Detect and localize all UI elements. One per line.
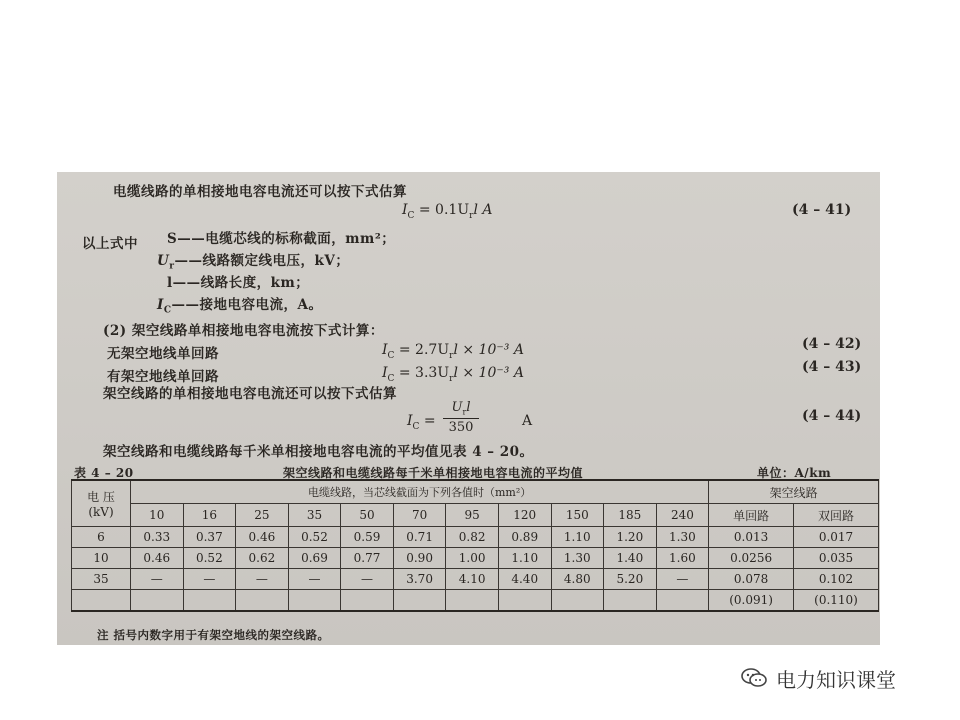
equation-number: (4 – 41)	[792, 202, 852, 218]
cable-value-cell: 0.89	[498, 527, 551, 548]
table-row	[72, 527, 879, 548]
definition-ic: $I_C——$接地电容电流，A。	[157, 297, 323, 316]
cable-value-cell	[131, 590, 184, 612]
cable-value-cell: —	[236, 569, 289, 590]
section-70: 70	[393, 504, 446, 527]
cable-value-cell: 4.80	[551, 569, 604, 590]
table-unit: 单位：A/km	[757, 466, 832, 480]
cable-value-cell: 1.00	[446, 548, 499, 569]
equation-number: (4 – 42)	[802, 336, 862, 352]
cable-value-cell: —	[183, 569, 236, 590]
section-120: 120	[498, 504, 551, 527]
case-with-ground-wire: 有架空地线单回路	[107, 369, 219, 385]
voltage-cell: 10	[72, 548, 131, 569]
section-16: 16	[183, 504, 236, 527]
cable-value-cell: 0.71	[393, 527, 446, 548]
single-circuit-cell: (0.091)	[709, 590, 794, 612]
section-10: 10	[131, 504, 184, 527]
table-row	[72, 548, 879, 569]
cable-value-cell: —	[288, 569, 341, 590]
section-240: 240	[656, 504, 709, 527]
double-circuit-header: 双回路	[794, 504, 879, 527]
voltage-cell: 35	[72, 569, 131, 590]
overhead-estimate-line: 架空线路的单相接地电容电流还可以按下式估算	[103, 386, 397, 402]
single-circuit-header: 单回路	[709, 504, 794, 527]
cable-value-cell	[656, 590, 709, 612]
table-label: 表 4 – 20	[74, 466, 134, 480]
cable-value-cell	[288, 590, 341, 612]
cable-value-cell	[498, 590, 551, 612]
table-row	[72, 569, 879, 590]
overhead-header: 架空线路	[709, 480, 879, 504]
equation-number: (4 – 43)	[802, 359, 862, 375]
single-circuit-cell: 0.078	[709, 569, 794, 590]
double-circuit-cell: (0.110)	[794, 590, 879, 612]
cable-value-cell: 1.30	[656, 527, 709, 548]
cable-value-cell	[183, 590, 236, 612]
section-25: 25	[236, 504, 289, 527]
cable-value-cell	[604, 590, 657, 612]
cable-value-cell: 0.59	[341, 527, 394, 548]
cable-value-cell: 0.90	[393, 548, 446, 569]
equation-4-44-unit: A	[522, 413, 533, 429]
cable-value-cell: —	[656, 569, 709, 590]
cable-value-cell: 4.40	[498, 569, 551, 590]
table-reference-line: 架空线路和电缆线路每千米单相接地电容电流的平均值见表 4 – 20。	[103, 444, 534, 460]
section-50: 50	[341, 504, 394, 527]
wechat-icon	[740, 667, 768, 689]
cable-value-cell: 0.52	[183, 548, 236, 569]
intro-line: 电缆线路的单相接地电容电流还可以按下式估算	[113, 184, 407, 200]
capacitance-current-table	[71, 479, 879, 612]
cable-value-cell: 0.52	[288, 527, 341, 548]
where-label: 以上式中	[82, 236, 138, 252]
definition-s: S——电缆芯线的标称截面，mm²；	[167, 231, 396, 247]
cable-header: 电缆线路，当芯线截面为下列各值时（mm²）	[131, 480, 709, 504]
section-2-heading: (2) 架空线路单相接地电容电流按下式计算：	[103, 323, 384, 339]
table-title: 架空线路和电缆线路每千米单相接地电容电流的平均值	[283, 466, 584, 480]
equation-number: (4 – 44)	[802, 408, 862, 424]
cable-value-cell: 0.46	[236, 527, 289, 548]
cable-value-cell: 0.62	[236, 548, 289, 569]
section-185: 185	[604, 504, 657, 527]
cable-value-cell: 0.33	[131, 527, 184, 548]
cable-value-cell	[341, 590, 394, 612]
section-150: 150	[551, 504, 604, 527]
cable-value-cell	[236, 590, 289, 612]
cable-value-cell	[446, 590, 499, 612]
cable-value-cell: 0.69	[288, 548, 341, 569]
cable-value-cell	[551, 590, 604, 612]
cable-value-cell: 0.46	[131, 548, 184, 569]
cable-value-cell: 1.30	[551, 548, 604, 569]
single-circuit-cell: 0.0256	[709, 548, 794, 569]
double-circuit-cell: 0.102	[794, 569, 879, 590]
scanned-page	[57, 172, 880, 645]
watermark-text: 电力知识课堂	[776, 667, 896, 692]
equation-4-43: $I_C = 3.3U_rl \times 10^{-3}$ A	[382, 365, 524, 384]
equation-4-44-lhs: $I_C$ =	[407, 413, 436, 432]
definition-l: l——线路长度，km；	[167, 275, 310, 291]
watermark	[740, 664, 896, 692]
equation-4-41: $I_C = 0.1U_rl$ A	[402, 202, 493, 221]
voltage-header: 电 压 (kV)	[72, 480, 131, 527]
double-circuit-cell: 0.035	[794, 548, 879, 569]
voltage-cell	[72, 590, 131, 612]
section-95: 95	[446, 504, 499, 527]
case-no-ground-wire: 无架空地线单回路	[107, 346, 219, 362]
equation-4-42: $I_C = 2.7U_rl \times 10^{-3}$ A	[382, 342, 524, 361]
table-row	[72, 590, 879, 612]
cable-value-cell: 0.37	[183, 527, 236, 548]
cable-value-cell: —	[131, 569, 184, 590]
double-circuit-cell: 0.017	[794, 527, 879, 548]
voltage-cell: 6	[72, 527, 131, 548]
single-circuit-cell: 0.013	[709, 527, 794, 548]
section-35: 35	[288, 504, 341, 527]
definition-u: $U_r——$线路额定线电压，kV；	[157, 253, 350, 272]
cable-value-cell: 1.60	[656, 548, 709, 569]
cable-value-cell: 0.77	[341, 548, 394, 569]
cable-value-cell: 0.82	[446, 527, 499, 548]
cable-value-cell: 1.40	[604, 548, 657, 569]
cable-value-cell: 4.10	[446, 569, 499, 590]
cable-value-cell	[393, 590, 446, 612]
cable-value-cell: 5.20	[604, 569, 657, 590]
equation-4-44-fraction: $U_rl$ 350	[443, 400, 479, 435]
cable-value-cell: 3.70	[393, 569, 446, 590]
cable-value-cell: —	[341, 569, 394, 590]
cable-value-cell: 1.10	[551, 527, 604, 548]
table-note: 注 括号内数字用于有架空地线的架空线路。	[97, 628, 330, 642]
cable-value-cell: 1.10	[498, 548, 551, 569]
cable-value-cell: 1.20	[604, 527, 657, 548]
